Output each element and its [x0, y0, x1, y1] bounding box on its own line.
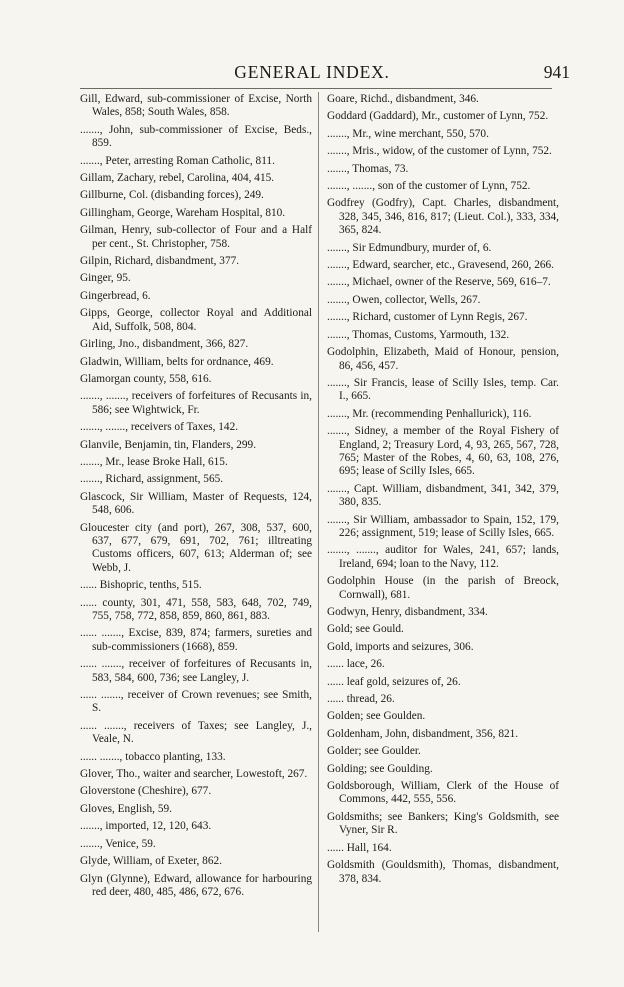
- index-entry: Godwyn, Henry, disbandment, 334.: [327, 606, 488, 618]
- index-entry: Girling, Jno., disbandment, 366, 827.: [80, 338, 249, 351]
- index-entry: Goldsmiths; see Bankers; King's Goldsmith, see Vyner, Sir R.: [327, 810, 559, 837]
- index-entry: ......., Sir Edmundbury, murder of, 6.: [327, 241, 492, 254]
- index-entry: ......., John, sub-commissioner of Excise, Beds., 859.: [80, 123, 312, 150]
- index-entry: Glover, Tho., waiter and searcher, Lowestoft, 267.: [80, 768, 308, 781]
- index-entry: ......., Thomas, 73.: [327, 162, 409, 175]
- page-title: GENERAL INDEX.: [234, 62, 390, 82]
- index-entry: ......., Edward, searcher, etc., Gravesend, 260, 266.: [327, 259, 554, 272]
- index-entry: ...... ......., receivers of Taxes; see Langley, J., Veale, N.: [80, 719, 312, 746]
- index-entry: ......., Peter, arresting Roman Catholic, 811.: [80, 154, 275, 167]
- index-entry: Golder; see Goulder.: [327, 745, 421, 758]
- index-entry: ......., Richard, customer of Lynn Regis, 267.: [327, 311, 528, 324]
- index-entry: ......., ......., auditor for Wales, 241, 657; lands, Ireland, 694; loan to the Navy, 112.: [327, 544, 559, 570]
- page-header: [0, 62, 624, 86]
- index-entry: ......., ......., receivers of forfeitures of Recusants in, 586; see Wightwick, Fr.: [80, 390, 312, 416]
- index-entry: ......., Mris., widow, of the customer of Lynn, 752.: [327, 145, 552, 158]
- left-column: [80, 93, 312, 903]
- index-entry: ...... Bishopric, tenths, 515.: [80, 579, 202, 592]
- index-entry: ...... ......., tobacco planting, 133.: [80, 750, 226, 763]
- header-rule: [80, 88, 552, 89]
- index-entry: ......., Owen, collector, Wells, 267.: [327, 293, 481, 306]
- index-entry: ......., ......., receivers of Taxes, 142.: [80, 421, 239, 434]
- index-entry: Godolphin, Elizabeth, Maid of Honour, pension, 86, 456, 457.: [327, 346, 559, 372]
- index-entry: Godfrey (Godfry), Capt. Charles, disbandment, 328, 345, 346, 816, 817; (Lieut. Col.), 333, 334, 365, 824.: [327, 197, 559, 237]
- index-entry: ...... ......., receiver of forfeitures of Recusants in, 583, 584, 600, 736; see Langley, J.: [80, 658, 312, 684]
- index-entry: ......., Thomas, Customs, Yarmouth, 132.: [327, 328, 510, 341]
- index-entry: Gloucester city (and port), 267, 308, 537, 600, 637, 677, 679, 691, 702, 761; illtreating Customs officers, 607, 613; Alderman of; see Webb, J.: [80, 521, 312, 574]
- index-entry: Gloves, English, 59.: [80, 802, 172, 815]
- index-entry: ......., Mr. (recommending Penhallurick), 116.: [327, 407, 532, 420]
- index-entry: Gloverstone (Cheshire), 677.: [80, 785, 212, 798]
- index-entry: Gilman, Henry, sub-collector of Four and a Half per cent., St. Christopher, 758.: [80, 224, 312, 250]
- index-entry: Glamorgan county, 558, 616.: [80, 372, 212, 385]
- index-entry: ...... county, 301, 471, 558, 583, 648, 702, 749, 755, 758, 772, 858, 859, 860, 861, 883.: [80, 596, 312, 622]
- index-entry: Goddard (Gaddard), Mr., customer of Lynn, 752.: [327, 110, 549, 123]
- index-entry: ......., Capt. William, disbandment, 341, 342, 379, 380, 835.: [327, 482, 559, 509]
- index-entry: ......., Michael, owner of the Reserve, 569, 616–7.: [327, 276, 551, 289]
- index-entry: Goare, Richd., disbandment, 346.: [327, 93, 479, 105]
- index-entry: Glascock, Sir William, Master of Requests, 124, 548, 606.: [80, 490, 312, 517]
- index-entry: Gold, imports and seizures, 306.: [327, 640, 474, 653]
- index-entry: Goldsmith (Gouldsmith), Thomas, disbandment, 378, 834.: [327, 859, 559, 885]
- index-entry: ...... thread, 26.: [327, 693, 395, 706]
- index-entry: Glyde, William, of Exeter, 862.: [80, 855, 222, 868]
- right-column: [327, 93, 559, 890]
- index-entry: Gillburne, Col. (disbanding forces), 249.: [80, 189, 264, 202]
- index-entry: Gingerbread, 6.: [80, 289, 151, 302]
- index-entry: Golden; see Goulden.: [327, 710, 426, 723]
- index-entry: Gipps, George, collector Royal and Additional Aid, Suffolk, 508, 804.: [80, 307, 312, 333]
- index-entry: ......., Sir William, ambassador to Spain, 152, 179, 226; assignment, 519; lease of Scilly Isles, 665.: [327, 513, 559, 539]
- index-entry: Glyn (Glynne), Edward, allowance for harbouring red deer, 480, 485, 486, 672, 676.: [80, 872, 312, 898]
- index-entry: Gladwin, William, belts for ordnance, 469.: [80, 355, 274, 368]
- index-entry: Ginger, 95.: [80, 272, 131, 285]
- index-entry: ......., Venice, 59.: [80, 837, 156, 850]
- index-entry: ...... ......., Excise, 839, 874; farmers, sureties and sub-commissioners (1668), 859.: [80, 627, 312, 653]
- index-entry: ......., Sidney, a member of the Royal Fishery of England, 2; Treasury Lord, 4, 93, 265, 567, 728, 765; Master of the Robes, 4, 60, 63, 108, 276, 695; lease of Scilly Isles, 665.: [327, 425, 559, 478]
- index-entry: ...... ......., receiver of Crown revenues; see Smith, S.: [80, 689, 312, 715]
- page-number: 941: [543, 62, 570, 82]
- index-entry: ......., Mr., lease Broke Hall, 615.: [80, 455, 228, 468]
- index-entry: Goldsborough, William, Clerk of the House of Commons, 442, 555, 556.: [327, 780, 559, 806]
- index-entry: Godolphin House (in the parish of Breock, Cornwall), 681.: [327, 575, 559, 601]
- index-entry: ......., Mr., wine merchant, 550, 570.: [327, 127, 489, 140]
- index-entry: Gill, Edward, sub-commissioner of Excise, North Wales, 858; South Wales, 858.: [80, 93, 312, 119]
- index-entry: ......., Sir Francis, lease of Scilly Isles, temp. Car. I., 665.: [327, 376, 559, 403]
- index-entry: Gilpin, Richard, disbandment, 377.: [80, 255, 240, 268]
- index-entry: ...... Hall, 164.: [327, 841, 392, 854]
- index-entry: ...... lace, 26.: [327, 658, 385, 671]
- index-entry: ......., ......., son of the customer of Lynn, 752.: [327, 180, 531, 193]
- index-entry: Gillam, Zachary, rebel, Carolina, 404, 415.: [80, 172, 275, 185]
- index-entry: Glanvile, Benjamin, tin, Flanders, 299.: [80, 438, 257, 451]
- index-entry: ......., imported, 12, 120, 643.: [80, 820, 212, 833]
- index-entry: Gillingham, George, Wareham Hospital, 810.: [80, 206, 286, 219]
- index-entry: ......., Richard, assignment, 565.: [80, 473, 224, 486]
- index-entry: Goldenham, John, disbandment, 356, 821.: [327, 727, 519, 740]
- index-entry: Golding; see Goulding.: [327, 762, 433, 775]
- column-divider: [318, 92, 319, 932]
- index-entry: ...... leaf gold, seizures of, 26.: [327, 675, 461, 688]
- index-entry: Gold; see Gould.: [327, 623, 404, 636]
